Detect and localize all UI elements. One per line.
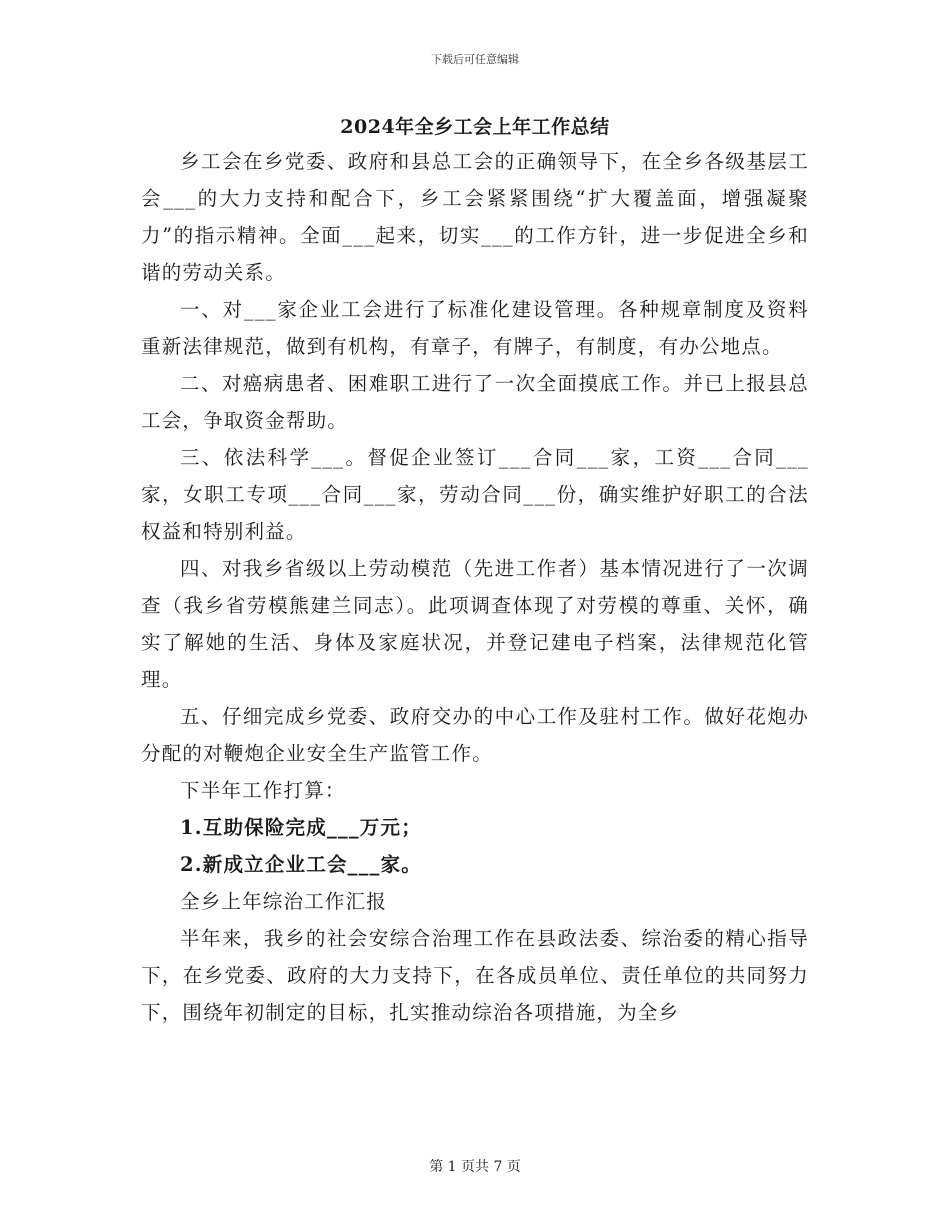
page-number: 第 1 页共 7 页 bbox=[429, 1159, 521, 1175]
paragraph-plan-heading: 下半年工作打算： bbox=[180, 779, 346, 802]
document-body bbox=[141, 143, 809, 1031]
paragraph-intro: 乡工会在乡党委、政府和县总工会的正确领导下，在全乡各级基层工会___的大力支持和配合下，乡工会紧紧围绕“扩大覆盖面，增强凝聚力”的指示精神。全面___起来，切实___的工作方针，进一步促进全乡和谐的劳动关系。 bbox=[141, 150, 809, 284]
paragraph-plan-2: 2.新成立企业工会___家。 bbox=[180, 853, 422, 876]
paragraph-section-heading: 全乡上年综治工作汇报 bbox=[180, 890, 388, 913]
paragraph-section-body: 半年来，我乡的社会安综合治理工作在县政法委、综治委的精心指导下，在乡党委、政府的大力支持下，在各成员单位、责任单位的共同努力下，围绕年初制定的目标，扎实推动综治各项措施，为全乡 bbox=[141, 927, 809, 1024]
document-title: 2024年全乡工会上年工作总结 bbox=[340, 116, 610, 138]
paragraph-item-5: 五、仔细完成乡党委、政府交办的中心工作及驻村工作。做好花炮办分配的对鞭炮企业安全生产监管工作。 bbox=[141, 705, 809, 765]
page-header: 下载后可任意编辑 bbox=[431, 53, 519, 66]
paragraph-item-4: 四、对我乡省级以上劳动模范（先进工作者）基本情况进行了一次调查（我乡省劳模熊建兰同志）。此项调查体现了对劳模的尊重、关怀，确实了解她的生活、身体及家庭状况，并登记建电子档案，法律规范化管理。 bbox=[141, 557, 809, 691]
paragraph-item-2: 二、对癌病患者、困难职工进行了一次全面摸底工作。并已上报县总工会，争取资金帮助。 bbox=[141, 372, 809, 432]
paragraph-item-1: 一、对___家企业工会进行了标准化建设管理。各种规章制度及资料重新法律规范，做到有机构，有章子，有牌子，有制度，有办公地点。 bbox=[141, 298, 809, 358]
paragraph-item-3: 三、依法科学___。督促企业签订___合同___家，工资___合同___家，女职工专项___合同___家，劳动合同___份，确实维护好职工的合法权益和特别利益。 bbox=[141, 446, 809, 543]
paragraph-plan-1: 1.互助保险完成___万元； bbox=[180, 816, 422, 839]
